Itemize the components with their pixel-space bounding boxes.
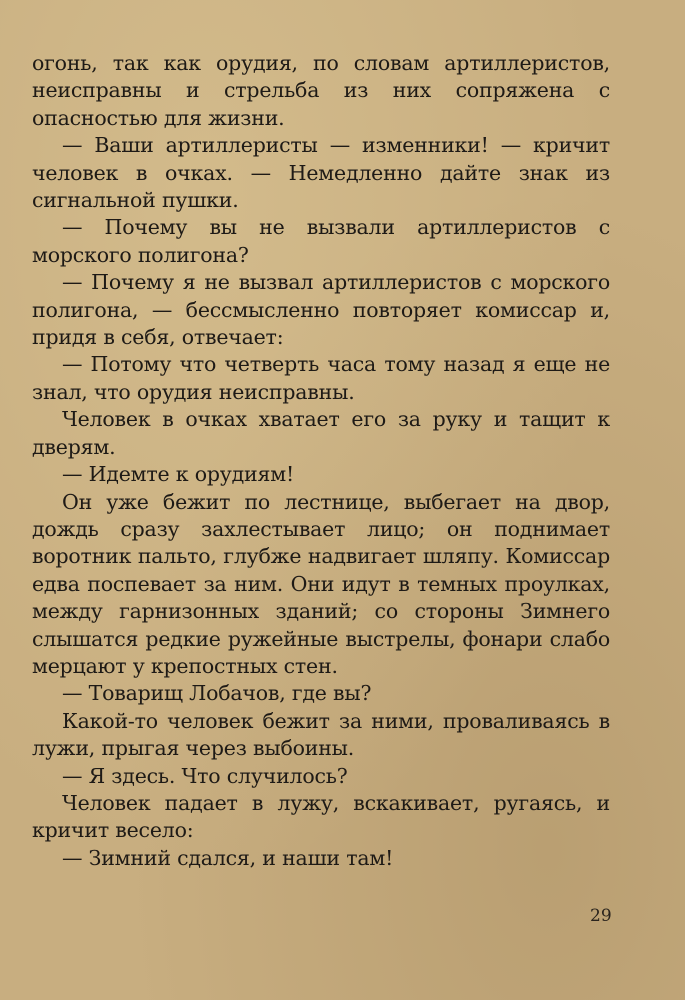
paragraph-4: — Почему я не вызвал артиллеристов с морского полигона, — бессмысленно повторяет комиссар и, придя в себя, отвечает: bbox=[32, 270, 610, 350]
paragraph-12: Человек падает в лужу, вскакивает, ругаясь, и кричит весело: bbox=[32, 790, 610, 843]
paragraph-6: Человек в очках хватает его за руку и тащит к дверям. bbox=[32, 407, 610, 459]
paragraph-11: — Я здесь. Что случилось? bbox=[62, 763, 348, 788]
paragraph-10: Какой-то человек бежит за ними, проваливаясь в лужи, прыгая через выбоины. bbox=[32, 708, 610, 761]
paragraph-8: Он уже бежит по лестнице, выбегает на двор, дождь сразу захлестывает лицо; он поднимает воротник пальто, глубже надвигает шляпу. Комиссар едва поспевает за ним. Они идут в темных проулках, между гарнизонных зданий; со стороны Зимнего слышатся редкие ружейные выстрелы, фонари слабо мерцают у крепостных стен. bbox=[32, 489, 610, 678]
paragraph-9: — Товарищ Лобачов, где вы? bbox=[62, 681, 372, 706]
paragraph-1: огонь, так как орудия, по словам артиллеристов, неисправны и стрельба из них сопряжена с опасностью для жизни. bbox=[32, 51, 610, 130]
page-text bbox=[32, 50, 610, 872]
paragraph-3: — Почему вы не вызвали артиллеристов с морского полигона? bbox=[32, 215, 610, 267]
paragraph-2: — Ваши артиллеристы — изменники! — кричит человек в очках. — Немедленно дайте знак из сигнальной пушки. bbox=[32, 133, 610, 213]
paragraph-5: — Потому что четверть часа тому назад я еще не знал, что орудия неисправны. bbox=[32, 352, 610, 404]
paragraph-7: — Идемте к орудиям! bbox=[62, 462, 295, 487]
paragraph-13: — Зимний сдался, и наши там! bbox=[62, 845, 394, 870]
page-number: 29 bbox=[590, 906, 612, 926]
